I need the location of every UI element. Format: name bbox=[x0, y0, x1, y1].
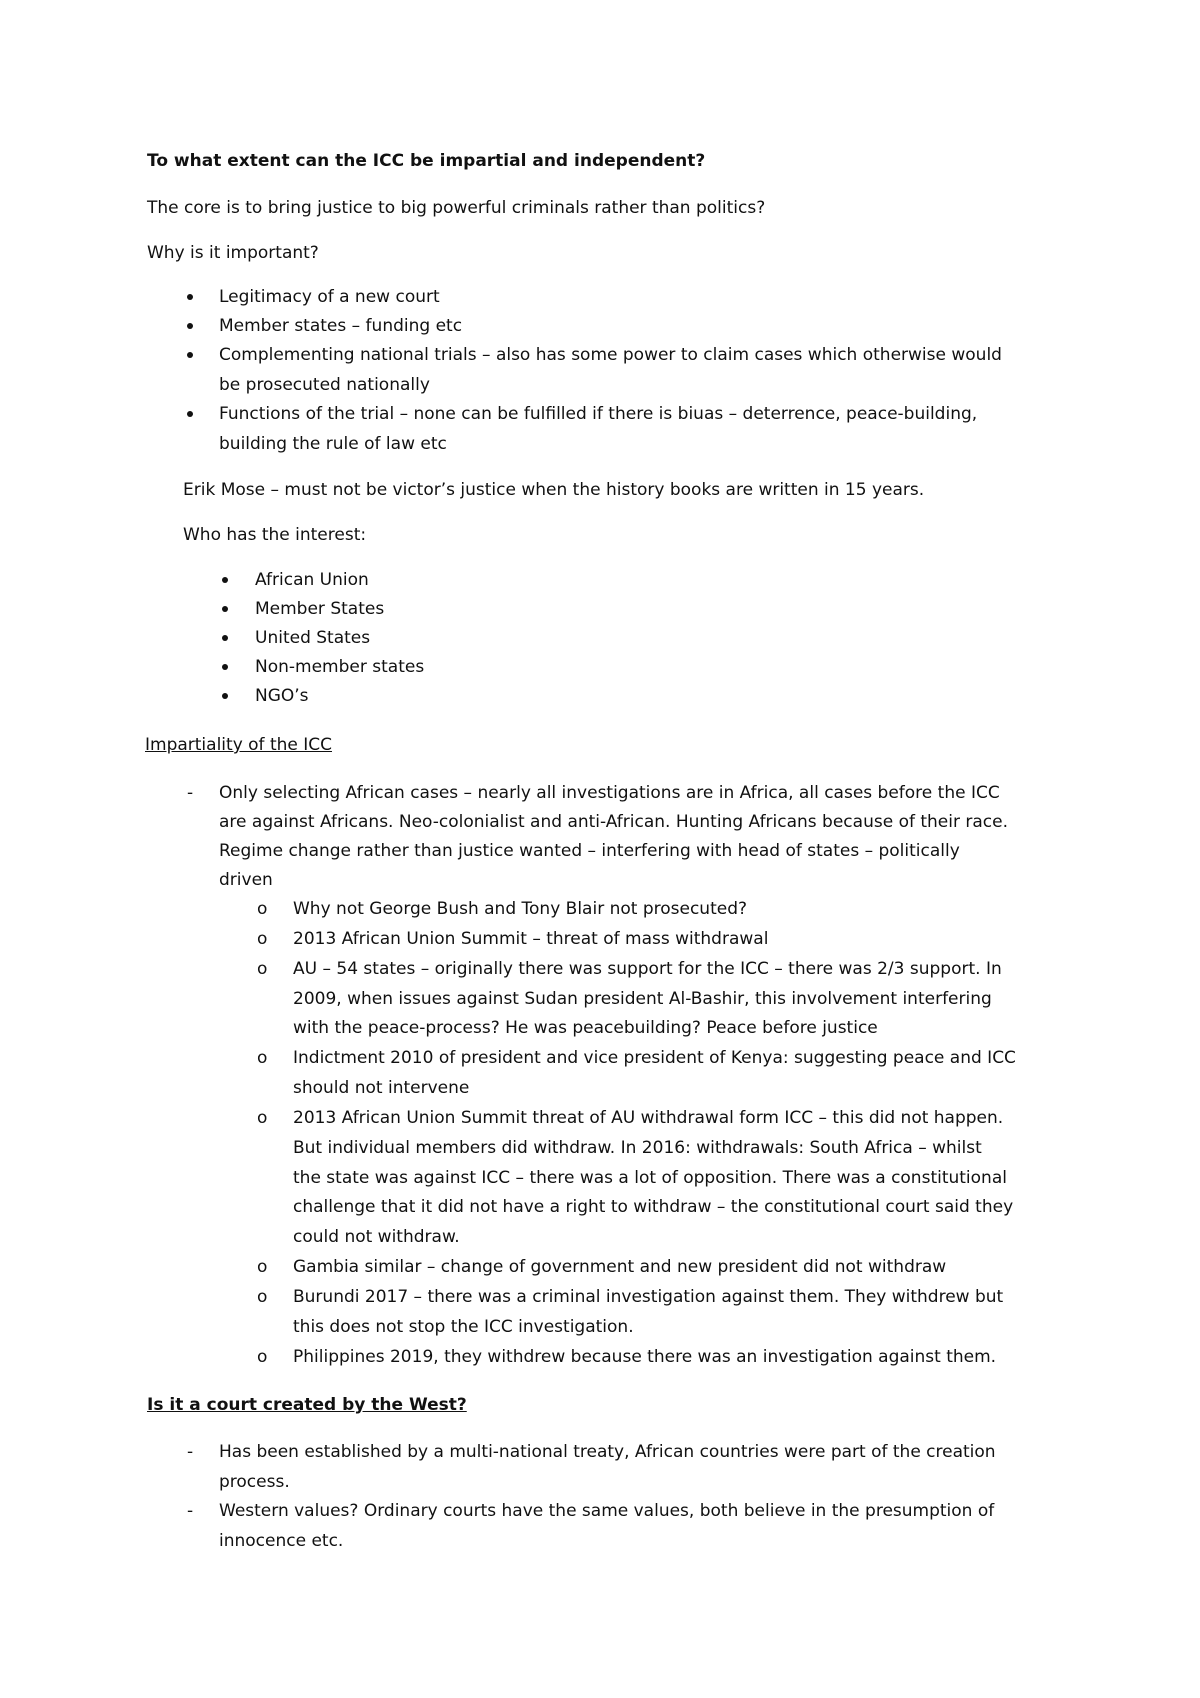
list-item: Member States bbox=[255, 599, 385, 619]
bullet-icon bbox=[187, 294, 193, 300]
sub-list-item: 2013 African Union Summit – threat of mass withdrawal bbox=[293, 929, 769, 949]
sub-list-item: Gambia similar – change of government and new president did not withdraw bbox=[293, 1257, 947, 1277]
sub-list-item: AU – 54 states – originally there was support for the ICC – there was 2/3 support. In bbox=[293, 959, 1002, 979]
list-item: Functions of the trial – none can be fulfilled if there is biuas – deterrence, peace-building, bbox=[219, 404, 978, 424]
list-item-continuation: innocence etc. bbox=[219, 1531, 344, 1551]
dash-marker: - bbox=[187, 1442, 194, 1462]
bullet-icon bbox=[222, 693, 228, 699]
sub-list-item: Why not George Bush and Tony Blair not prosecuted? bbox=[293, 899, 748, 919]
sub-list-item: 2013 African Union Summit threat of AU withdrawal form ICC – this did not happen. bbox=[293, 1108, 1004, 1128]
sub-list-item-continuation: this does not stop the ICC investigation. bbox=[293, 1317, 634, 1337]
sub-list-item-continuation: could not withdraw. bbox=[293, 1227, 460, 1247]
sub-list-item: Burundi 2017 – there was a criminal investigation against them. They withdrew but bbox=[293, 1287, 1004, 1307]
sub-bullet-marker: o bbox=[257, 959, 268, 979]
list-item-continuation: process. bbox=[219, 1472, 290, 1492]
section-heading: Impartiality of the ICC bbox=[145, 735, 332, 755]
document-title: To what extent can the ICC be impartial and independent? bbox=[147, 151, 706, 171]
sub-list-item-continuation: challenge that it did not have a right to withdraw – the constitutional court said they bbox=[293, 1197, 1014, 1217]
list-item-continuation: are against Africans. Neo-colonialist and anti-African. Hunting Africans because of their race. bbox=[219, 812, 1008, 832]
sub-bullet-marker: o bbox=[257, 1347, 268, 1367]
list-item: Western values? Ordinary courts have the same values, both believe in the presumption of bbox=[219, 1501, 995, 1521]
bullet-icon bbox=[222, 664, 228, 670]
sub-bullet-marker: o bbox=[257, 1048, 268, 1068]
dash-marker: - bbox=[187, 1501, 194, 1521]
bullet-icon bbox=[222, 606, 228, 612]
bullet-icon bbox=[222, 577, 228, 583]
sub-bullet-marker: o bbox=[257, 899, 268, 919]
list-item-continuation: Regime change rather than justice wanted – interfering with head of states – politically bbox=[219, 841, 960, 861]
list-item: Non-member states bbox=[255, 657, 425, 677]
list-item: Complementing national trials – also has some power to claim cases which otherwise would bbox=[219, 345, 1002, 365]
paragraph: Who has the interest: bbox=[183, 525, 367, 545]
sub-list-item: Indictment 2010 of president and vice president of Kenya: suggesting peace and ICC bbox=[293, 1048, 1016, 1068]
bullet-icon bbox=[187, 352, 193, 358]
paragraph: Erik Mose – must not be victor’s justice when the history books are written in 15 years. bbox=[183, 480, 925, 500]
list-item: United States bbox=[255, 628, 371, 648]
sub-list-item: Philippines 2019, they withdrew because there was an investigation against them. bbox=[293, 1347, 997, 1367]
list-item: African Union bbox=[255, 570, 369, 590]
list-item: Member states – funding etc bbox=[219, 316, 463, 336]
bullet-icon bbox=[187, 323, 193, 329]
list-item-continuation: building the rule of law etc bbox=[219, 434, 447, 454]
sub-list-item-continuation: But individual members did withdraw. In 2016: withdrawals: South Africa – whilst bbox=[293, 1138, 982, 1158]
paragraph: Why is it important? bbox=[147, 243, 319, 263]
sub-bullet-marker: o bbox=[257, 929, 268, 949]
sub-list-item-continuation: with the peace-process? He was peacebuilding? Peace before justice bbox=[293, 1018, 878, 1038]
paragraph: The core is to bring justice to big powerful criminals rather than politics? bbox=[147, 198, 766, 218]
list-item: Has been established by a multi-national treaty, African countries were part of the creation bbox=[219, 1442, 996, 1462]
list-item: Only selecting African cases – nearly all investigations are in Africa, all cases before the ICC bbox=[219, 783, 1000, 803]
list-item-continuation: driven bbox=[219, 870, 273, 890]
bullet-icon bbox=[187, 411, 193, 417]
list-item-continuation: be prosecuted nationally bbox=[219, 375, 430, 395]
list-item: Legitimacy of a new court bbox=[219, 287, 440, 307]
section-heading: Is it a court created by the West? bbox=[147, 1395, 467, 1415]
dash-marker: - bbox=[187, 783, 194, 803]
sub-bullet-marker: o bbox=[257, 1287, 268, 1307]
sub-list-item-continuation: should not intervene bbox=[293, 1078, 470, 1098]
sub-bullet-marker: o bbox=[257, 1257, 268, 1277]
sub-list-item-continuation: the state was against ICC – there was a lot of opposition. There was a constitutional bbox=[293, 1168, 1007, 1188]
sub-list-item-continuation: 2009, when issues against Sudan president Al-Bashir, this involvement interfering bbox=[293, 989, 992, 1009]
list-item: NGO’s bbox=[255, 686, 309, 706]
bullet-icon bbox=[222, 635, 228, 641]
sub-bullet-marker: o bbox=[257, 1108, 268, 1128]
